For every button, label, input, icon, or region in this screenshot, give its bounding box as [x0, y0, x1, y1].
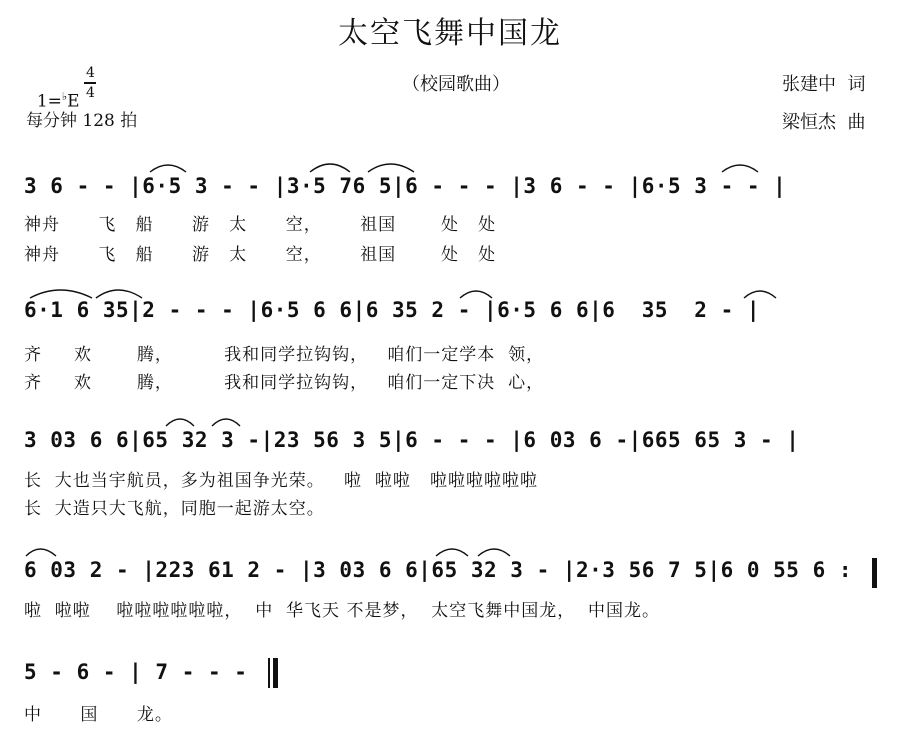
composer-credit: 梁恒杰 曲 — [782, 112, 866, 133]
notation-line-4: 6 03 2 - |223 61 2 - |3 03 6 6|65 32 3 - |2·3 56 7 5|6 0 55 6 : — [24, 558, 853, 582]
key-prefix: 1= — [36, 91, 62, 112]
lyrics-line-4: 啦 啦啦 啦啦啦啦啦啦， 中 华飞天 不是梦， 太空飞舞中国龙， 中国龙。 — [24, 601, 661, 621]
notation-line-2: 6·1 6 35|2 - - - |6·5 6 6|6 35 2 - |6·5 6 6|6 35 2 - | — [24, 298, 761, 322]
genre-label: （校园歌曲） — [402, 74, 510, 95]
lyrics-line-2a: 齐 欢 腾， 我和同学拉钩钩， 咱们一定学本 领， — [24, 345, 545, 365]
time-signature-bar — [84, 82, 96, 84]
lyrics-line-2b: 齐 欢 腾， 我和同学拉钩钩， 咱们一定下决 心， — [24, 373, 545, 393]
lyrics-line-1a: 神舟 飞 船 游 太 空， 祖国 处 处 — [24, 215, 497, 235]
notation-line-3: 3 03 6 6|65 32 3 -|23 56 3 5|6 - - - |6 03 6 -|665 65 3 - | — [24, 428, 800, 452]
lyricist-credit: 张建中 词 — [782, 74, 866, 95]
lyrics-line-5: 中 国 龙。 — [24, 705, 173, 725]
key-letter: E — [67, 91, 80, 112]
lyrics-line-1b: 神舟 飞 船 游 太 空， 祖国 处 处 — [24, 245, 497, 265]
flat-symbol: ♭ — [61, 90, 68, 103]
time-signature-top: 4 — [86, 65, 95, 81]
lyrics-line-3b: 长 大造只大飞航，同胞一起游太空。 — [24, 499, 325, 519]
song-title: 太空飞舞中国龙 — [338, 16, 562, 51]
time-signature-bottom: 4 — [86, 85, 95, 101]
repeat-end-bar — [872, 558, 877, 588]
tempo-marking: 每分钟 128 拍 — [26, 111, 138, 131]
notation-line-1: 3 6 - - |6·5 3 - - |3·5 76 5|6 - - - |3 6 - - |6·5 3 - - | — [24, 174, 787, 198]
lyrics-line-3a: 长 大也当宇航员，多为祖国争光荣。 啦 啦啦 啦啦啦啦啦啦 — [24, 471, 539, 491]
final-bar-thin — [268, 658, 270, 688]
final-bar-thick — [273, 658, 278, 688]
notation-line-5: 5 - 6 - | 7 - - - — [24, 660, 248, 684]
